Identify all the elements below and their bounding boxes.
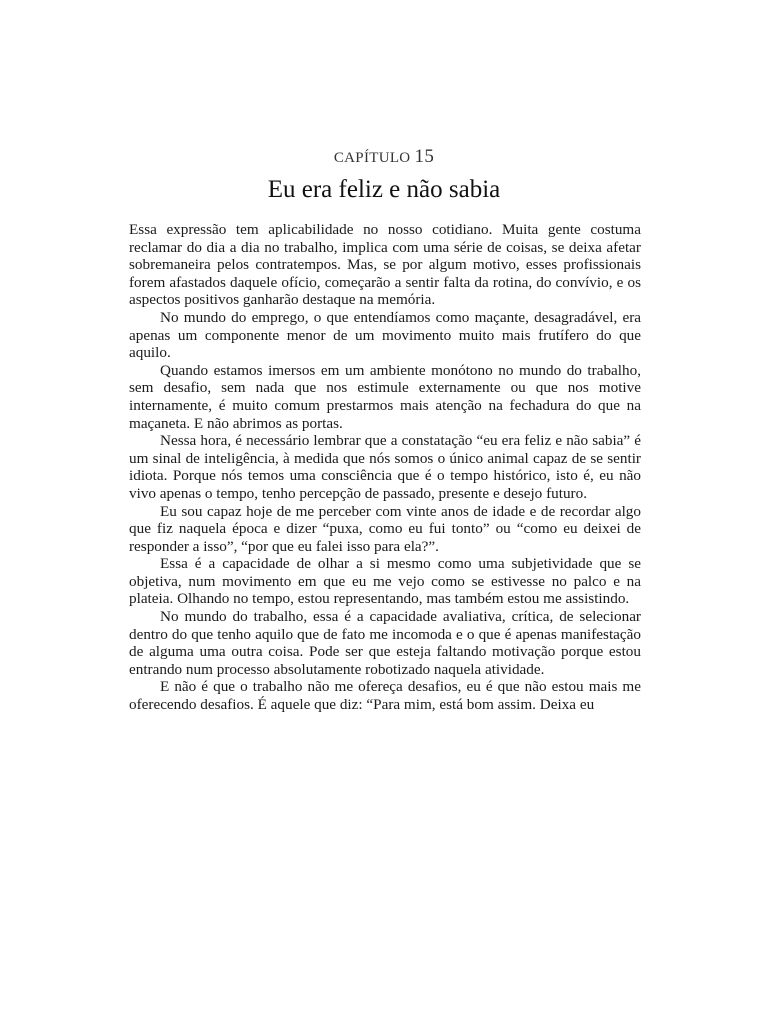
paragraph-6: Essa é a capacidade de olhar a si mesmo como uma subjetividade que se objetiva, num movimento em que eu me vejo como se estivesse no palco e na plateia. Olhando no tempo, estou representando, mas também estou me assistindo. [129,555,641,608]
paragraph-2: No mundo do emprego, o que entendíamos como maçante, desagradável, era apenas um componente menor de um movimento muito mais frutífero do que aquilo. [129,308,641,362]
paragraph-7: No mundo do trabalho, essa é a capacidade avaliativa, crítica, de selecionar dentro do que tenho aquilo que de fato me incomoda e o que é apenas manifestação de alguma uma outra coisa. Pode ser que esteja faltando motivação porque estou entrando num processo absolutamente robotizado naquela atividade. [129,608,641,678]
chapter-word: CAPÍTULO [333,150,411,166]
paragraph-8: E não é que o trabalho não me ofereça desafios, eu é que não estou mais me oferecendo desafios. É aquele que diz: “Para mim, está bom assim. Deixa eu [129,678,641,714]
paragraph-5: Eu sou capaz hoje de me perceber com vinte anos de idade e de recordar algo que fiz naquela época e dizer “puxa, como eu fui tonto” ou “como eu deixei de responder a isso”, “por que eu falei isso para ela?”. [129,502,641,555]
paragraph-3: Quando estamos imersos em um ambiente monótono no mundo do trabalho, sem desafio, sem nada que nos estimule externamente ou que nos motive internamente, é muito comum prestarmos mais atenção na fechadura do que na maçaneta. E não abrimos as portas. [129,361,641,432]
paragraph-4: Nessa hora, é necessário lembrar que a constatação “eu era feliz e não sabia” é um sinal de inteligência, à medida que nós somos o único animal capaz de se sentir idiota. Porque nós temos uma consciência que é o tempo histórico, isto é, eu não vivo apenas o tempo, tenho percepção de passado, presente e desejo futuro. [129,432,641,502]
chapter-title: Eu era feliz e não sabia [267,176,501,203]
chapter-label [0,146,768,168]
paragraph-1: Essa expressão tem aplicabilidade no nosso cotidiano. Muita gente costuma reclamar do dia a dia no trabalho, implica com uma série de coisas, se deixa afetar sobremaneira pelos contratempos. Mas, se por algum motivo, esses profissionais forem afastados daquele ofício, começarão a sentir falta da rotina, do convívio, e os aspectos positivos ganharão destaque na memória. [129,221,641,309]
chapter-body [129,221,641,714]
chapter-number: 15 [414,146,435,167]
